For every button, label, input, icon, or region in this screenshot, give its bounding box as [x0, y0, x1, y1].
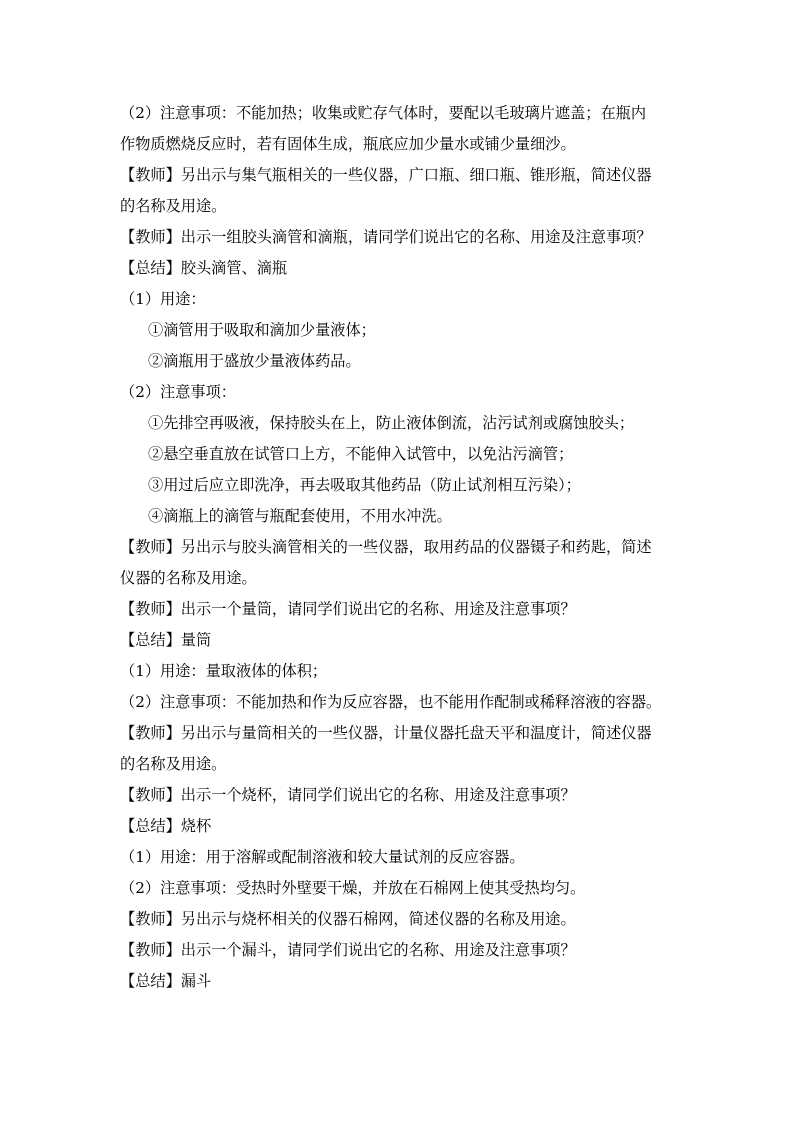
text-line: 作物质燃烧反应时，若有固体生成，瓶底应加少量水或铺少量细沙。	[120, 135, 576, 153]
summary-heading: 【总结】烧杯	[120, 817, 212, 835]
text-line: ②悬空垂直放在试管口上方，不能伸入试管中，以免沾污滴管；	[148, 445, 574, 463]
text-line: ④滴瓶上的滴管与瓶配套使用，不用水冲洗。	[148, 507, 452, 525]
summary-heading: 【总结】胶头滴管、滴瓶	[120, 259, 288, 277]
summary-heading: 【总结】量筒	[120, 631, 212, 649]
text-line: ①先排空再吸液，保持胶头在上，防止液体倒流，沾污试剂或腐蚀胶头；	[148, 414, 634, 432]
text-line: 【教师】另出示与量筒相关的一些仪器，计量仪器托盘天平和温度计，简述仪器	[120, 724, 652, 742]
text-line: （2）注意事项：不能加热和作为反应容器，也不能用作配制或稀释溶液的容器。	[120, 693, 662, 711]
text-line: 【教师】另出示与胶头滴管相关的一些仪器，取用药品的仪器镊子和药匙，简述	[120, 538, 652, 556]
text-line: ②滴瓶用于盛放少量液体药品。	[148, 352, 361, 370]
text-line: 【教师】另出示与集气瓶相关的一些仪器，广口瓶、细口瓶、锥形瓶，简述仪器	[120, 166, 652, 184]
text-line: 【教师】出示一个漏斗，请同学们说出它的名称、用途及注意事项？	[120, 941, 576, 959]
text-line: 【教师】出示一个烧杯，请同学们说出它的名称、用途及注意事项？	[120, 786, 576, 804]
text-line: 仪器的名称及用途。	[120, 569, 257, 587]
text-line: 的名称及用途。	[120, 755, 227, 773]
text-line: ③用过后应立即洗净，再去吸取其他药品（防止试剂相互污染）；	[148, 476, 581, 494]
summary-heading: 【总结】漏斗	[120, 972, 212, 990]
text-line: （1）用途：用于溶解或配制溶液和较大量试剂的反应容器。	[120, 848, 525, 866]
text-line: 【教师】另出示与烧杯相关的仪器石棉网，简述仪器的名称及用途。	[120, 910, 576, 928]
text-line: 的名称及用途。	[120, 197, 227, 215]
text-line: （1）用途：量取液体的体积；	[120, 662, 328, 680]
text-line: （2）注意事项：	[120, 383, 236, 401]
text-line: （2）注意事项：不能加热；收集或贮存气体时，要配以毛玻璃片遮盖；在瓶内	[120, 104, 647, 122]
text-line: 【教师】出示一组胶头滴管和滴瓶，请同学们说出它的名称、用途及注意事项？	[120, 228, 652, 246]
text-line: （1）用途：	[120, 290, 206, 308]
text-line: （2）注意事项：受热时外壁要干燥，并放在石棉网上使其受热均匀。	[120, 879, 586, 897]
text-line: 【教师】出示一个量筒，请同学们说出它的名称、用途及注意事项？	[120, 600, 576, 618]
document-body	[120, 98, 676, 997]
text-line: ①滴管用于吸取和滴加少量液体；	[148, 321, 376, 339]
